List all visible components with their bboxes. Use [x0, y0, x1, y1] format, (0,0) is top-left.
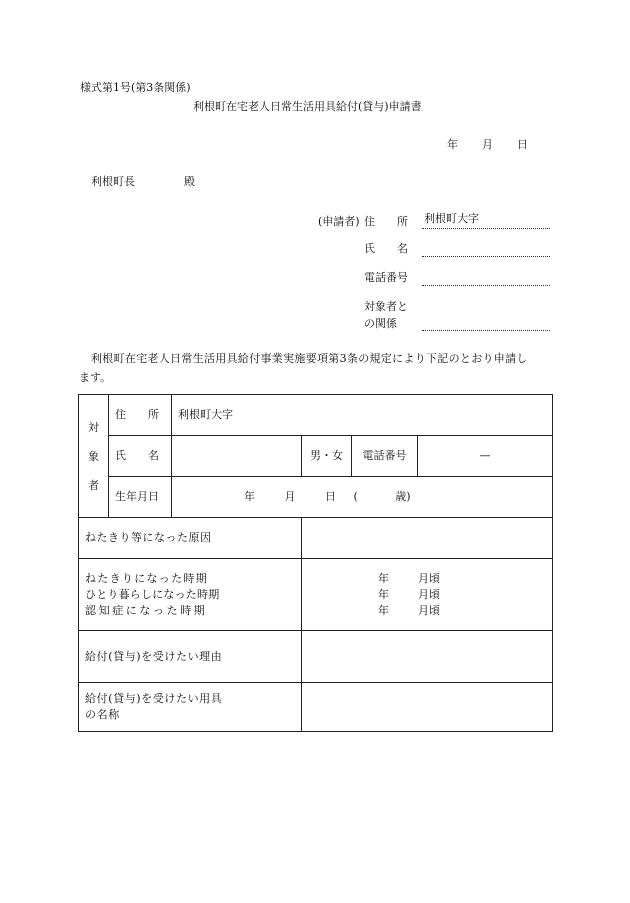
reason-label: 給付(貸与)を受けたい理由: [79, 631, 302, 683]
date-month: 月: [482, 138, 493, 151]
period-label-dementia: 認知症になった時期: [85, 603, 208, 617]
subject-address-field[interactable]: [172, 395, 553, 436]
applicant-prefix: (申請者): [318, 215, 360, 228]
document-title: 利根町在宅老人日常生活用具給付(貸与)申請書: [193, 100, 422, 113]
cause-label: ねたきり等になった原因: [79, 518, 302, 559]
subject-name-label: 氏 名: [109, 436, 172, 477]
subject-char-1: 対: [88, 420, 99, 434]
period-labels: [79, 559, 302, 631]
period-label-bedridden: ねたきりになった時期: [85, 571, 208, 585]
equipment-label: 給付(貸与)を受けたい用具の名称: [79, 683, 302, 732]
period-dementia-value: 年 月頃: [378, 603, 440, 617]
statement-line-1: 利根町在宅老人日常生活用具給付事業実施要項第3条の規定により下記のとおり申請し: [91, 352, 528, 365]
date-day: 日: [517, 138, 528, 151]
subject-name-field[interactable]: [172, 436, 302, 477]
statement-line-2: ます。: [79, 371, 112, 384]
subject-char-3: 者: [88, 478, 99, 492]
reason-field[interactable]: [302, 631, 553, 683]
subject-phone-value: —: [479, 449, 491, 463]
subject-label: [79, 395, 109, 518]
subject-char-2: 象: [88, 449, 99, 463]
period-alone-value: 年 月頃: [378, 587, 440, 601]
addressee-name: 利根町長: [91, 175, 135, 188]
cause-field[interactable]: [302, 518, 553, 559]
birth-month: 月: [284, 490, 296, 504]
birth-field[interactable]: [172, 477, 553, 518]
subject-address-label: 住 所: [109, 395, 172, 436]
subject-phone-field[interactable]: [418, 436, 553, 477]
period-label-alone: ひとり暮らしになった時期: [85, 587, 220, 601]
birth-day: 日: [325, 490, 336, 504]
applicant-relation-label-2: の関係: [364, 317, 397, 330]
applicant-phone-field[interactable]: [422, 271, 550, 286]
birth-year: 年: [244, 490, 255, 504]
applicant-name-field[interactable]: [422, 242, 550, 257]
birth-age-open: (: [353, 490, 358, 504]
form-number: 様式第1号(第3条関係): [80, 81, 191, 94]
applicant-name-label: 氏 名: [364, 242, 408, 255]
period-bedridden-value: 年 月頃: [378, 571, 440, 585]
subject-phone-label: 電話番号: [352, 436, 418, 477]
period-fields[interactable]: [302, 559, 553, 631]
applicant-relation-field[interactable]: [422, 316, 550, 331]
birth-age: 歳): [395, 490, 411, 504]
subject-address-value: 利根町大字: [178, 408, 233, 422]
sex-selector[interactable]: 男・女: [302, 436, 352, 477]
birth-label: 生年月日: [109, 477, 172, 518]
applicant-phone-label: 電話番号: [364, 271, 408, 284]
equipment-field[interactable]: [302, 683, 553, 732]
applicant-address-label: 住 所: [364, 215, 408, 228]
applicant-relation-label-1: 対象者と: [364, 300, 408, 313]
applicant-address-value: 利根町大字: [424, 212, 479, 225]
date-year: 年: [447, 138, 458, 151]
addressee-honorific: 殿: [184, 175, 195, 188]
applicant-address-field[interactable]: [422, 214, 550, 229]
application-table: [78, 394, 553, 732]
